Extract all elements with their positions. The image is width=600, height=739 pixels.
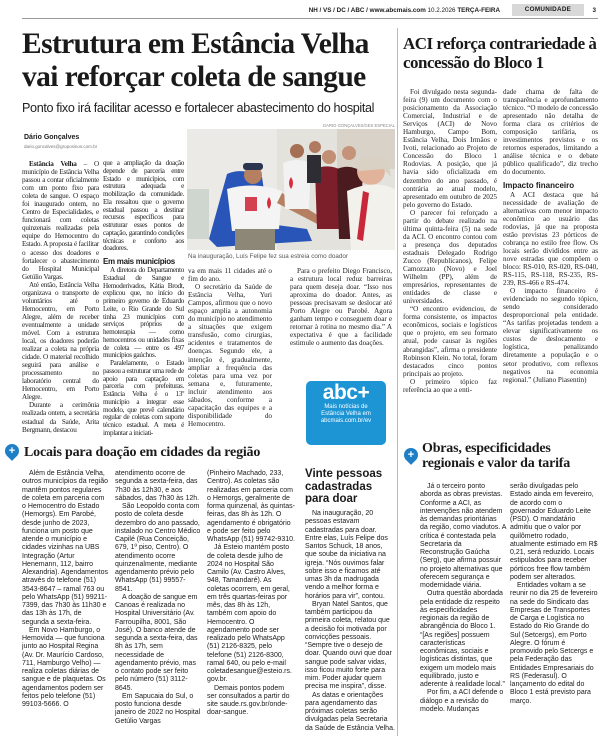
article-column (115, 470, 201, 726)
headline (22, 28, 392, 94)
paragraph (503, 287, 598, 384)
article-column (305, 510, 395, 733)
paragraph-text: Na inauguração, 20 pessoas estavam cadastradas para doar. Entre elas, Luís Felipe dos Santos Schuck, 18 anos, que soube da iniciativa na igreja. “Nós ouvimos falar sobre isso e ficamos até umas 3h da madrugada vendo a melhor forma e horários para vir”, contou. (305, 510, 388, 600)
photo-credit: DARIO GONÇALVES/GES ESPECIAL (323, 123, 395, 128)
article-column (503, 88, 598, 384)
paragraph-text: va em mais 11 cidades até o fim do ano. (188, 267, 272, 284)
paragraph-text: que a ampliação da doação depende de parceria entre Estado e municípios, com estrutura adequada e mobilização da comunidade. Ela ressaltou que o governo estadual passou a destinar recursos específicos para estruturar esses pontos de captação, garantindo condições técnicas e conforto aos doadores. (103, 159, 184, 253)
promo-text: Mais notícias de (324, 404, 368, 410)
paragraph-text: dade chama de falta de transparência e aprofundamento técnico. “O modelo de concessão apresentado não detalha de forma clara os critérios de composição tarifária, os investimentos previstos e os retornos esperados, limitando a análise técnica e o debate público qualificado”, diz trecho do documento. (503, 88, 598, 177)
paragraph (305, 510, 395, 601)
byline-name: Dário Gonçalves (24, 134, 80, 141)
paragraph (420, 483, 506, 590)
paragraph (115, 470, 201, 503)
paragraph-text: Entidades voltam a se reunir no dia 25 de fevereiro na sede do Sindicato das Empresas de Transportes de Carga e Logística no Estado do Rio Grande do Sul (Setcergs), em Porto Alegre. O fórum é promovido pelo Setcergs e pela Federação das Entidades Empresariais do RS (Federasul). O lançamento do edital do Bloco 1 está previsto para março. (510, 582, 598, 705)
edition-meta (309, 7, 500, 14)
paragraph-text: – O município de Estância Velha passou a contar oficialmente com um ponto fixo para coleta de sangue. O espaço foi inaugurado ontem, no Centro de Especialidades, e funcionará com coletas quinzenais realizadas pela equipe do Hemocentro do Estado. A proposta é facilitar o acesso dos doadores e fortalecer o abastecimento do Hospital Municipal Getúlio Vargas. (22, 160, 99, 281)
paragraph-text: A doação de sangue em Canoas é realizada no Hospital Universitário (Av. Farroupilha, 8001, São José). O banco atende de segunda a sexta-feira, das 8h às 17h, sem necessidade de agendamento prévio, mas o contato pode ser feito pelo número (51) 3112-8645. (115, 593, 198, 692)
header-divider (22, 18, 598, 19)
paragraph (22, 281, 99, 402)
blood-donation-photo (187, 129, 395, 250)
paragraph (22, 470, 108, 627)
article-column (403, 88, 497, 394)
paragraph-text: atendimento ocorre de segunda a sexta-feira, das 7h30 às 12h30, e aos sábados, das 7h30 às 12h. (115, 470, 200, 502)
editions: NH / VS / DC / ABC / www.abcmais.com (308, 7, 426, 14)
paragraph-text: As datas e orientações para agendamento das próximas coletas serão divulgadas pela Secretaria da Saúde de Estância Velha. (305, 691, 395, 732)
paragraph-text: “O encontro evidenciou, de forma consistente, os impactos econômicos, sociais e logísticos que o projeto, em seu formato atual, pode causar às regiões abrangidas”, afirma o presidente Robinson Klein. No total, foram destacados cinco pontos principais ao projeto. (403, 305, 497, 378)
paragraph-text: O primeiro tópico faz referência ao que a enti- (403, 377, 497, 394)
weekday: TERÇA-FEIRA (457, 7, 500, 14)
article-photo (187, 129, 395, 250)
paragraph-text: Em Sapucaia do Sul, o posto funciona desde janeiro de 2022 no Hospital Getúlio Vargas (115, 692, 201, 725)
paragraph-text: Foi divulgado nesta segunda-feira (9) um documento com o posicionamento da Associação Comercial, Industrial e de Serviços (ACI) de Novo Hamburgo, Campo Bom, Estância Velha, Dois Irmãos e Ivoti, relacionado ao Projeto de Concessão do Bloco 1 Rodovias. A posição, que já havia sido oficializada em dezembro do ano passado, é contrária ao atual modelo, apresentado em outubro de 2025 pelo governo do Estado. (403, 88, 497, 209)
paragraph (103, 267, 184, 360)
subheading (503, 181, 598, 190)
paragraph-text: O parecer foi reforçado a partir do debate realizado na última quinta-feira (5) na sede da ACI. O encontro contou com a presença dos deputados estaduais Delegado Rodrigo Zucco (Republicanos), Felipe Camozzato (Novo) e Joel Wilhelm (PP), além de empresários, representantes de entidades de classe e universidades. (403, 208, 497, 306)
aci-headline: ACI reforça contrariedade à concessão do Bloco 1 (403, 34, 597, 72)
paragraph-text: serão divulgadas pelo Estado ainda em fevereiro, de acordo com o governador Eduardo Leite (PSD). O mandatário admitiu que o valor por quilômetro rodado, atualmente estimado em R$ 0,21, será reduzido. Locais estipulados para receber pórticos free flow também podem ser alterados. (510, 483, 598, 581)
paragraph (510, 582, 598, 706)
article-column (207, 470, 295, 718)
article-column (22, 160, 99, 434)
subheadline: Ponto fixo irá facilitar acesso e fortalecer abastecimento do hospital (22, 101, 375, 115)
paragraph (188, 283, 272, 428)
article-column (420, 483, 506, 714)
paragraph (115, 503, 201, 594)
article-column (22, 470, 108, 709)
paragraph (22, 160, 99, 281)
article-column (188, 267, 272, 428)
headline-line: Estrutura em Estância Velha (22, 28, 369, 60)
photo-caption: Na inauguração, Luís Felipe fez sua estreia como doador (188, 253, 348, 260)
paragraph-text: Impacto financeiro (503, 180, 575, 190)
article-column (290, 267, 392, 347)
section-heading: Obras, especificidades regionais e valor da tarifa (422, 441, 571, 471)
paragraph (420, 590, 506, 689)
abcmais-logo: abc+ (322, 381, 370, 404)
page-number: 3 (592, 7, 596, 14)
paragraph (503, 191, 598, 288)
paragraph-text: A diretora do Departamento Estadual de Sangue e Hemoderivados, Kátia Brodt, explicou que, no início do primeiro governo de Eduardo Leite, o Rio Grande do Sul tinha 23 municípios com serviços próprios de hemoterapia — como hemocentros ou unidades fixas de coleta — entre os 497 municípios gaúchos. (103, 266, 184, 360)
paragraph (115, 594, 201, 693)
paragraph (207, 685, 295, 718)
paragraph (305, 692, 395, 733)
paragraph (207, 470, 295, 544)
paragraph (103, 360, 184, 438)
sidebar-heading: Vinte pessoas cadastradas para doar (305, 468, 383, 505)
pin-plus-icon: + (401, 445, 421, 465)
date: 10.2.2026 (427, 7, 456, 14)
headline-line: vai reforçar coleta de sangue (22, 61, 366, 93)
paragraph-text: São Leopoldo conta com posto de coleta desde dezembro do ano passado, instalado no Centro Médico Capilé (Rua Conceição, 679, 1º piso, Centro). O atendimento ocorre quinzenalmente, mediante agendamento prévio pelo WhatsApp (51) 99557-8541. (115, 503, 201, 593)
paragraph-text: Em Novo Hamburgo, o Hemovida — que funciona junto ao Hospital Regina (Av. Dr. Maurício Cardoso, 711, Hamburgo Velho) — realiza coletas diárias de sangue e de plaquetas. Os agendamentos podem ser feitos pelo telefone (51) 99103-5666. O (22, 626, 106, 708)
abcmais-promo[interactable] (306, 381, 386, 445)
paragraph-text: O secretário da Saúde de Estância Velha, Yuri Campos, afirmou que o novo espaço amplia a autonomia do município no atendimento a situações que exigem transfusão, como cirurgias, acidentes e tratamentos de doenças. Segundo ele, a intenção é, gradualmente, ampliar a frequência das coletas para uma vez por semana e, futuramente, incluir atendimento aos sábados, conforme a capacitação das equipes e a disponibilidade do Hemocentro. (188, 283, 272, 428)
paragraph (403, 88, 497, 209)
paragraph-text: Por fim, a ACI defende o diálogo e a revisão do modelo. Mudanças (420, 689, 504, 713)
paragraph (403, 305, 497, 377)
dateline: Estância Velha (29, 160, 77, 168)
paragraph (22, 627, 108, 710)
paragraph-text: Já Esteio mantém posto de coleta desde julho de 2024 no Hospital São Camilo (Av. Castro Alves, 948, Tamandaré). As coletas ocorrem, em geral, em três quartas-feiras por mês, das 8h às 12h, também com apoio do Hemocentro. O agendamento pode ser realizado pelo WhatsApp (51) 2126-8325, pelo telefone (51) 2126-8300, ramal 640, ou pelo e-mail coletadesangue@esteio.rs.gov.br. (207, 544, 292, 684)
article-column (103, 160, 184, 438)
paragraph-text: Para o prefeito Diego Francisco, a estrutura local reduz barreiras para quem deseja doar. “Isso nos aproxima do doador. Antes, as pessoas precisavam se deslocar até Porto Alegre ou Parobé. Agora ganham tempo e conseguem doar e retornar à rotina no mesmo dia.” A expectativa é que a facilidade estimule o aumento das doações. (290, 267, 392, 348)
paragraph (115, 693, 201, 726)
paragraph (22, 401, 99, 433)
paragraph (420, 689, 506, 714)
paragraph-text: (Pinheiro Machado, 233, Centro). As coletas são realizadas em parceria com o Hemorgs, geralmente de forma quinzenal, às quintas-feiras, das 8h às 12h. O agendamento é obrigatório e pode ser feito pelo WhatsApp (51) 99742-9310. (207, 470, 295, 543)
promo-link[interactable]: abcmais.com.br/ev (320, 418, 372, 424)
paragraph-text: A ACI destaca que há necessidade de avaliação de alternativas com menor impacto econômico ao usuário das rodovias, já que na proposta estão previstas 23 pórticos de cobrança no estilo free flow. Os locais serão divididos entre as nove estradas que compõem o bloco: RS-010, RS-020, RS-040, RS-115, RS-118, RS-235, RS-239, RS-466 e RS-474. (503, 190, 598, 288)
page-header (0, 4, 600, 18)
paragraph-text: Paralelamente, o Estado passou a estruturar uma rede de apoio para captação em parceria com prefeituras. Estância Velha é o 13º município a integrar esse modelo, que prevê calendário regular de coletas com suporte técnico estadual. A meta é implantar a iniciati- (103, 359, 184, 437)
paragraph (403, 378, 497, 394)
paragraph (207, 544, 295, 684)
column-divider (397, 28, 398, 736)
paragraph (290, 267, 392, 347)
byline-email[interactable]: dario.goncalves@gruposinos.com.br (24, 144, 98, 149)
paragraph (503, 88, 598, 177)
paragraph-text: Bryan Natel Santos, que também participou da primeira coleta, relatou que a decisão foi motivada por convicções pessoais. “Sempre tive o desejo de doar. Quando ouvi que doar sangue pode salvar vidas, isso ficou muito forte para mim. Poder ajudar quem precisa me inspira”, disse. (305, 600, 392, 691)
paragraph-text: Demais pontos podem ser consultados a partir do site saude.rs.gov.br/onde-doar-sangue. (207, 684, 290, 717)
section-heading: Locais para doação em cidades da região (24, 445, 261, 460)
paragraph-text: Até então, Estância Velha organizava o transporte de voluntários até o Hemocentro, em Porto Alegre, além de receber eventualmente a unidade móvel. Com a estrutura local, os doadores poderão realizar a coleta na própria cidade. O material recolhido seguirá para análise e processamento no laboratório central do Hemocentro, em Porto Alegre. (22, 280, 99, 402)
pin-plus-icon: + (2, 441, 22, 461)
paragraph (403, 209, 497, 306)
paragraph-text: Em mais municípios (103, 257, 175, 266)
paragraph (103, 160, 184, 253)
subheading (103, 257, 184, 266)
paragraph (188, 267, 272, 283)
paragraph-text: Durante a cerimônia realizada ontem, a secretária estadual da Saúde, Arita Bergmann, destacou (22, 401, 99, 434)
paragraph (510, 483, 598, 582)
paragraph-text: Outra questão abordada pela entidade diz respeito às especificidades regionais da região de abrangência do Bloco 1. “[As regiões] possuem características econômicas, sociais e logísticas distintas, que exigem um modelo mais equilibrado, justo e aderente à realidade local.” (420, 590, 505, 688)
paragraph-text: Além de Estância Velha, outros municípios da região mantêm pontos regulares de coleta em parceria com o Hemocentro do Estado (Hemorgs). Em Parobé, desde junho de 2023, funciona um posto que atende o município e cidades vizinhas na UBS Integração (Artur Henemann, 112, bairro Alexandria). Agendamentos através do telefone (51) 3543-8647 – ramal 763 ou pelo WhatsApp (51) 99211-7399, das 7h30 às 11h30 e das 13h às 17h, de segunda a sexta-feira. (22, 470, 108, 626)
promo-text: Estância Velha em (321, 411, 371, 417)
section-label: COMUNIDADE (512, 4, 584, 16)
paragraph-text: Já o terceiro ponto aborda as obras previstas. Conforme a ACI, as intervenções não atendem às demandas prioritárias da região, como viadutos. A crítica é contestada pela Secretaria da Reconstrução Gaúcha (Serg), que afirma possuir no projeto alternativas que oferecem segurança e modernidade viária. (420, 483, 506, 589)
paragraph (305, 601, 395, 692)
article-column (510, 483, 598, 706)
paragraph-text: O impacto financeiro é evidenciado no segundo tópico, sendo considerado desproporcional pela entidade. “As tarifas projetadas tendem a elevar significativamente os custos de deslocamento e logística, penalizando diretamente a população e o setor produtivo, com reflexos negativos na economia regional.” (Juliano Piasentin) (503, 287, 598, 384)
